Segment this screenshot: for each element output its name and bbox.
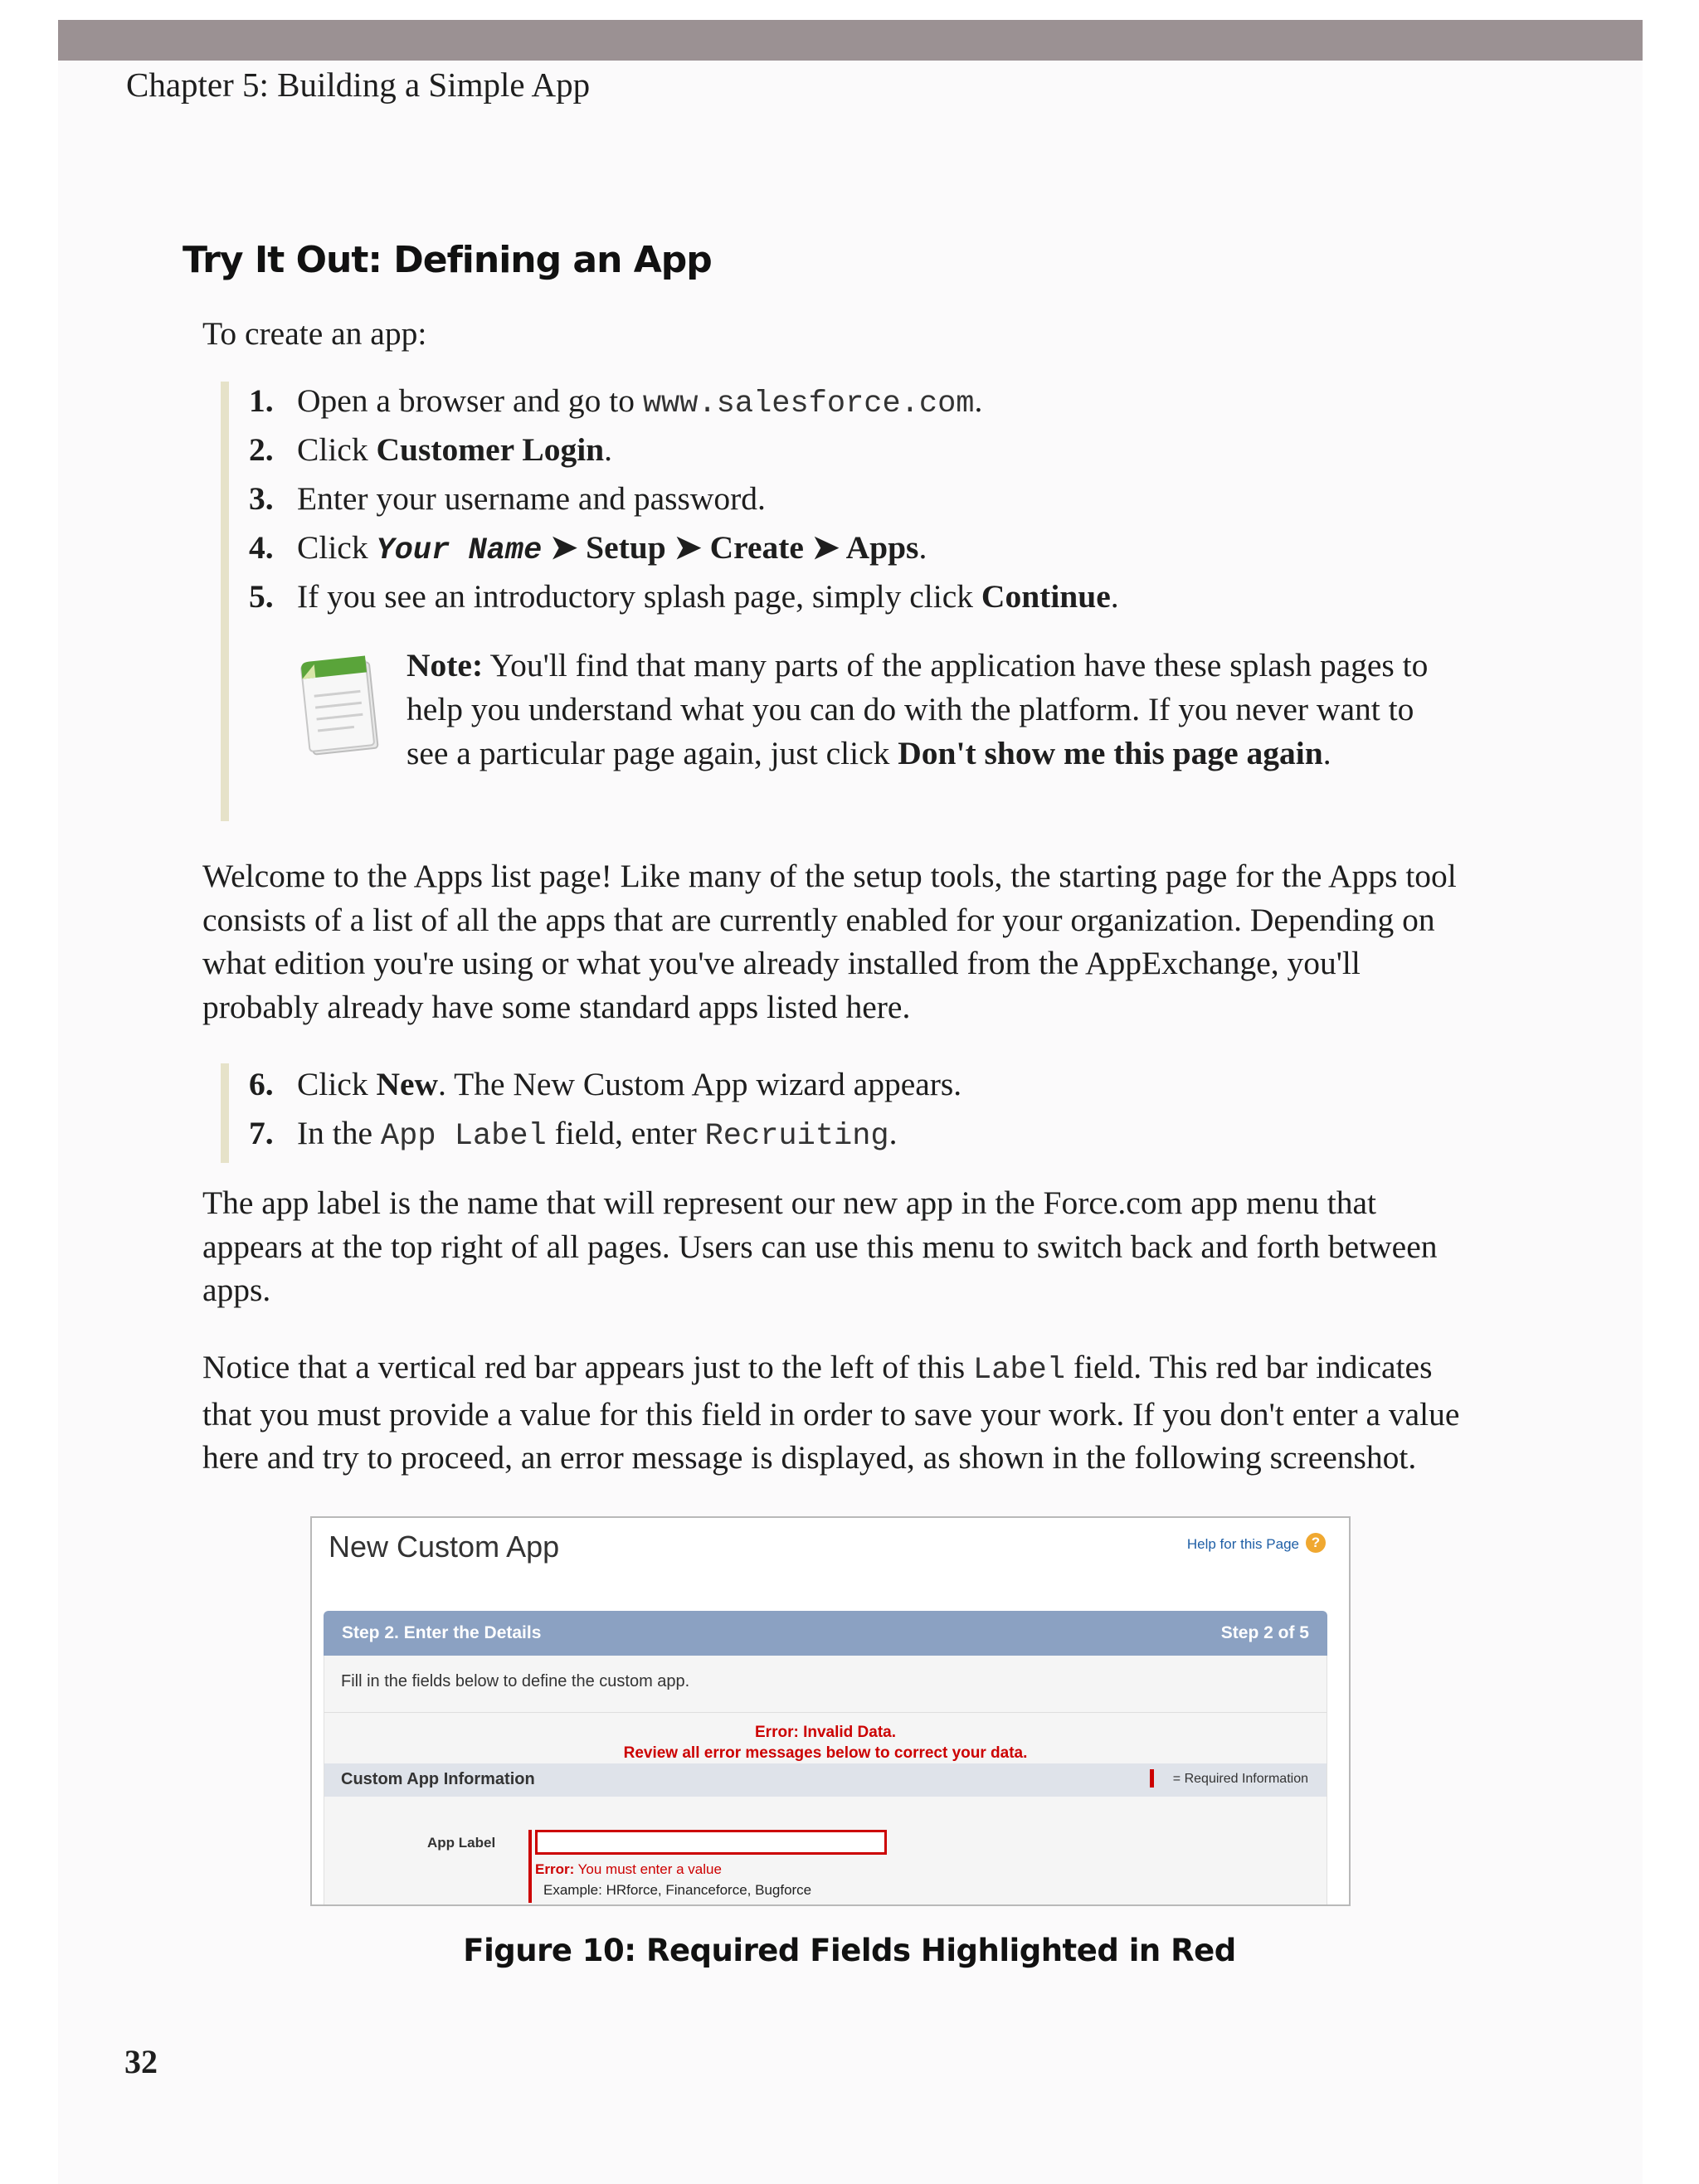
step-item: 6. Click New. The New Custom App wizard appears. — [249, 1066, 962, 1102]
step-item: 1. Open a browser and go to www.salesforce.com. — [249, 382, 983, 421]
welcome-paragraph: Welcome to the Apps list page! Like many of the setup tools, the starting page for the Apps tool consists of a list of all the apps that are currently enabled for your organization. Depending on what edition you're using or what you've already installed from the AppExchange, you'll probably already have some standard apps listed here. — [202, 858, 1457, 1025]
running-header: Chapter 5: Building a Simple App — [126, 66, 591, 104]
screenshot-figure — [310, 1516, 1351, 1906]
step-label: Step 2. Enter the Details — [342, 1623, 542, 1642]
app-label-paragraph: The app label is the name that will represent our new app in the Force.com app menu that appears at the top right of all pages. Users can use this menu to switch back and forth between apps. — [202, 1184, 1438, 1308]
step-item: 4. Click Your Name ➤ Setup ➤ Create ➤ Apps. — [249, 529, 927, 568]
header-bar — [58, 20, 1643, 61]
steps-margin-bar — [221, 1063, 229, 1163]
note-icon — [297, 650, 383, 760]
app-label-input[interactable] — [535, 1830, 887, 1855]
step-item: 7. In the App Label field, enter Recruiting. — [249, 1115, 898, 1154]
screenshot-title: New Custom App — [329, 1530, 560, 1564]
steps-margin-bar — [221, 382, 229, 821]
help-link[interactable]: Help for this Page — [1186, 1536, 1299, 1552]
error-title: Error: Invalid Data. — [755, 1724, 896, 1741]
required-bar — [528, 1830, 532, 1903]
step-item: 5. If you see an introductory splash page, simply click Continue. — [249, 578, 1119, 615]
steps-list — [249, 377, 1119, 621]
field-example: Example: HRforce, Financeforce, Bugforce — [543, 1882, 812, 1898]
section-header — [324, 1763, 1327, 1797]
step-item: 3. Enter your username and password. — [249, 480, 766, 517]
figure-caption: Figure 10: Required Fields Highlighted in Red — [463, 1933, 1236, 1968]
app-label-field-label: App Label — [427, 1835, 496, 1851]
field-error: Error: You must enter a value — [535, 1861, 722, 1877]
steps-list-2 — [249, 1060, 961, 1158]
page-number: 32 — [124, 2043, 158, 2080]
note-text: Note: You'll find that many parts of the application have these splash pages to help you understand what you can do with the platform. If you never want to see a particular page again, just click Don't show me this page again. — [406, 647, 1429, 771]
wizard-step-header — [324, 1611, 1327, 1656]
divider — [324, 1712, 1327, 1713]
help-icon[interactable]: ? — [1306, 1533, 1326, 1553]
section-title-text: Custom App Information — [341, 1770, 535, 1788]
instructions-text: Fill in the fields below to define the custom app. — [341, 1672, 690, 1690]
wizard-panel — [324, 1656, 1327, 1904]
step-item: 2. Click Customer Login. — [249, 431, 613, 468]
step-count: Step 2 of 5 — [1220, 1623, 1309, 1642]
required-marker-icon — [1150, 1769, 1154, 1788]
notice-paragraph: Notice that a vertical red bar appears just to the left of this Label field. This red bar indicates that you must provide a value for this field in order to save your work. If you don't enter a value here and try to proceed, an error message is displayed, as shown in the following screenshot. — [202, 1349, 1460, 1476]
intro-text: To create an app: — [202, 315, 427, 352]
section-title: Try It Out: Defining an App — [183, 239, 712, 281]
required-legend: = Required Information — [1172, 1772, 1308, 1786]
error-detail: Review all error messages below to correct your data. — [623, 1744, 1028, 1762]
